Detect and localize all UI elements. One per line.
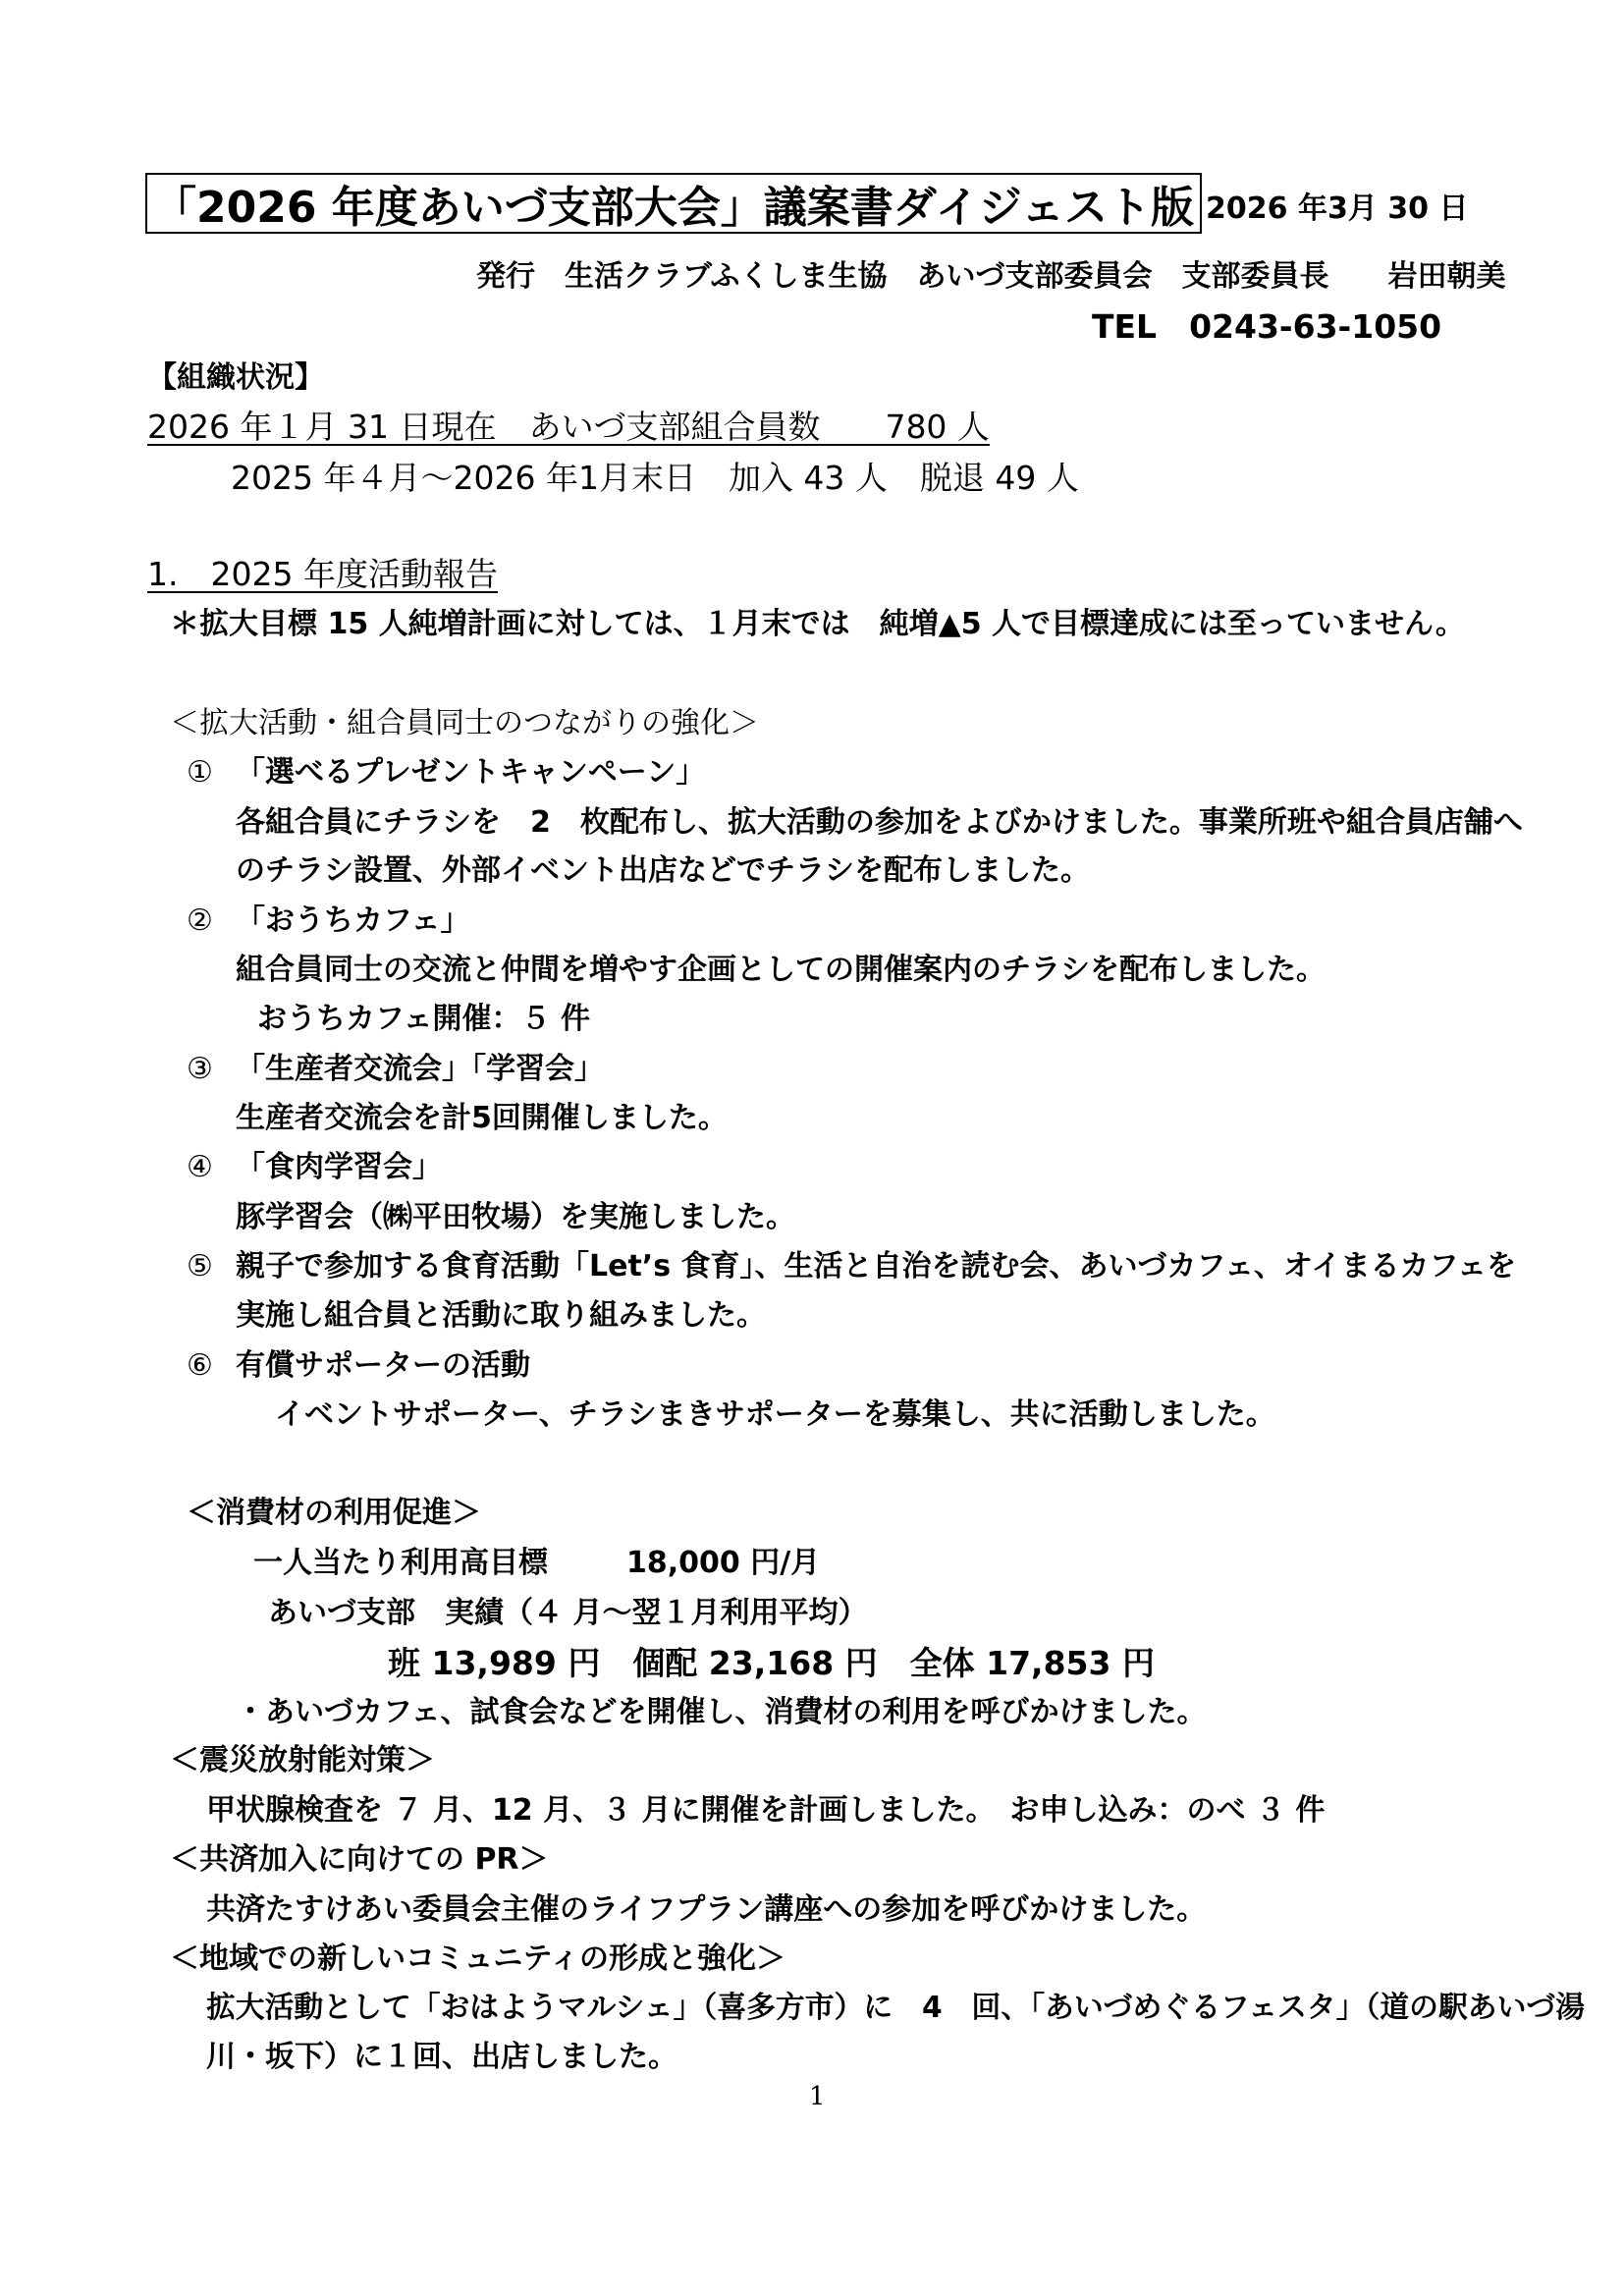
item-text: 実施し組合員と活動に取り組みました。 bbox=[236, 1298, 766, 1333]
expansion-heading: ＜拡大活動・組合員同士のつながりの強化＞ bbox=[170, 706, 759, 740]
organization-heading: 【組織状況】 bbox=[147, 360, 324, 395]
actual-usage-label: あいづ支部 実績（４ 月～翌１月利用平均） bbox=[268, 1596, 868, 1630]
item-text: のチラシ設置、外部イベント出店などでチラシを配布しました。 bbox=[236, 853, 1090, 888]
item-text: 生産者交流会を計5回開催しました。 bbox=[236, 1101, 728, 1135]
item-text: おうちカフェ開催：５ 件 bbox=[257, 1002, 590, 1036]
page-number: 1 bbox=[809, 2082, 826, 2111]
item-number: ③ bbox=[187, 1052, 213, 1086]
telephone: TEL 0243-63-1050 bbox=[1092, 307, 1442, 346]
consumption-heading: ＜消費材の利用促進＞ bbox=[187, 1496, 481, 1530]
item-title: 「おうちカフェ」 bbox=[236, 903, 470, 938]
item-number: ① bbox=[187, 755, 213, 790]
item-number: ④ bbox=[187, 1150, 213, 1184]
usage-target-value: 18,000 円/月 bbox=[626, 1546, 821, 1580]
disaster-text: 甲状腺検査を ７ 月、12 月、３ 月に開催を計画しました。 お申し込み：のべ ３ 件 bbox=[206, 1793, 1326, 1828]
community-heading: ＜地域での新しいコミュニティの形成と強化＞ bbox=[170, 1941, 785, 1976]
mutual-aid-text: 共済たすけあい委員会主催のライフプラン講座への参加を呼びかけました。 bbox=[206, 1892, 1207, 1927]
item-title: 親子で参加する食育活動「Let’s 食育」、生活と自治を読む会、あいづカフェ、オイまるカフェを bbox=[236, 1249, 1516, 1284]
usage-target-label: 一人当たり利用高目標 bbox=[253, 1546, 548, 1580]
item-number: ② bbox=[187, 903, 213, 938]
item-number: ⑤ bbox=[187, 1249, 213, 1284]
consumption-note: ・あいづカフェ、試食会などを開催し、消費材の利用を呼びかけました。 bbox=[236, 1695, 1207, 1729]
mutual-aid-heading: ＜共済加入に向けての PR＞ bbox=[170, 1842, 549, 1877]
member-count: 2026 年１月 31 日現在 あいづ支部組合員数 780 人 bbox=[147, 408, 990, 446]
item-text: 組合員同士の交流と仲間を増やす企画としての開催案内のチラシを配布しました。 bbox=[236, 953, 1326, 987]
item-title: 「選べるプレゼントキャンペーン」 bbox=[236, 755, 706, 790]
item-number: ⑥ bbox=[187, 1348, 213, 1383]
item-title: 「食肉学習会」 bbox=[236, 1150, 442, 1184]
item-text: 各組合員にチラシを 2 枚配布し、拡大活動の参加をよびかけました。事業所班や組合員店舗へ bbox=[236, 805, 1523, 840]
member-changes: 2025 年４月～2026 年1月末日 加入 43 人 脱退 49 人 bbox=[231, 459, 1079, 497]
publisher-line: 発行 生活クラブふくしま生協 あいづ支部委員会 支部委員長 岩田朝美 bbox=[476, 259, 1506, 294]
community-text: 拡大活動として「おはようマルシェ」（喜多方市）に 4 回、「あいづめぐるフェスタ」（道の駅あいづ湯 bbox=[206, 1991, 1586, 2025]
item-text: 豚学習会（㈱平田牧場）を実施しました。 bbox=[236, 1200, 795, 1234]
actual-usage-values: 班 13,989 円 個配 23,168 円 全体 17,853 円 bbox=[388, 1644, 1155, 1682]
item-title: 「生産者交流会」「学習会」 bbox=[236, 1052, 604, 1086]
item-text: イベントサポーター、チラシまきサポーターを募集し、共に活動しました。 bbox=[275, 1397, 1275, 1432]
section-heading-activity-report: 1. 2025 年度活動報告 bbox=[147, 555, 498, 593]
item-title: 有償サポーターの活動 bbox=[236, 1348, 530, 1383]
expansion-summary: ＊拡大目標 15 人純増計画に対しては、１月末では 純増▲5 人で目標達成には至っていません。 bbox=[170, 607, 1465, 641]
document-date: 2026 年3月 30 日 bbox=[1206, 191, 1469, 226]
disaster-heading: ＜震災放射能対策＞ bbox=[170, 1743, 435, 1777]
community-text: 川・坂下）に１回、出店しました。 bbox=[206, 2040, 677, 2074]
document-title: 「2026 年度あいづ支部大会」議案書ダイジェスト版 bbox=[145, 173, 1202, 234]
